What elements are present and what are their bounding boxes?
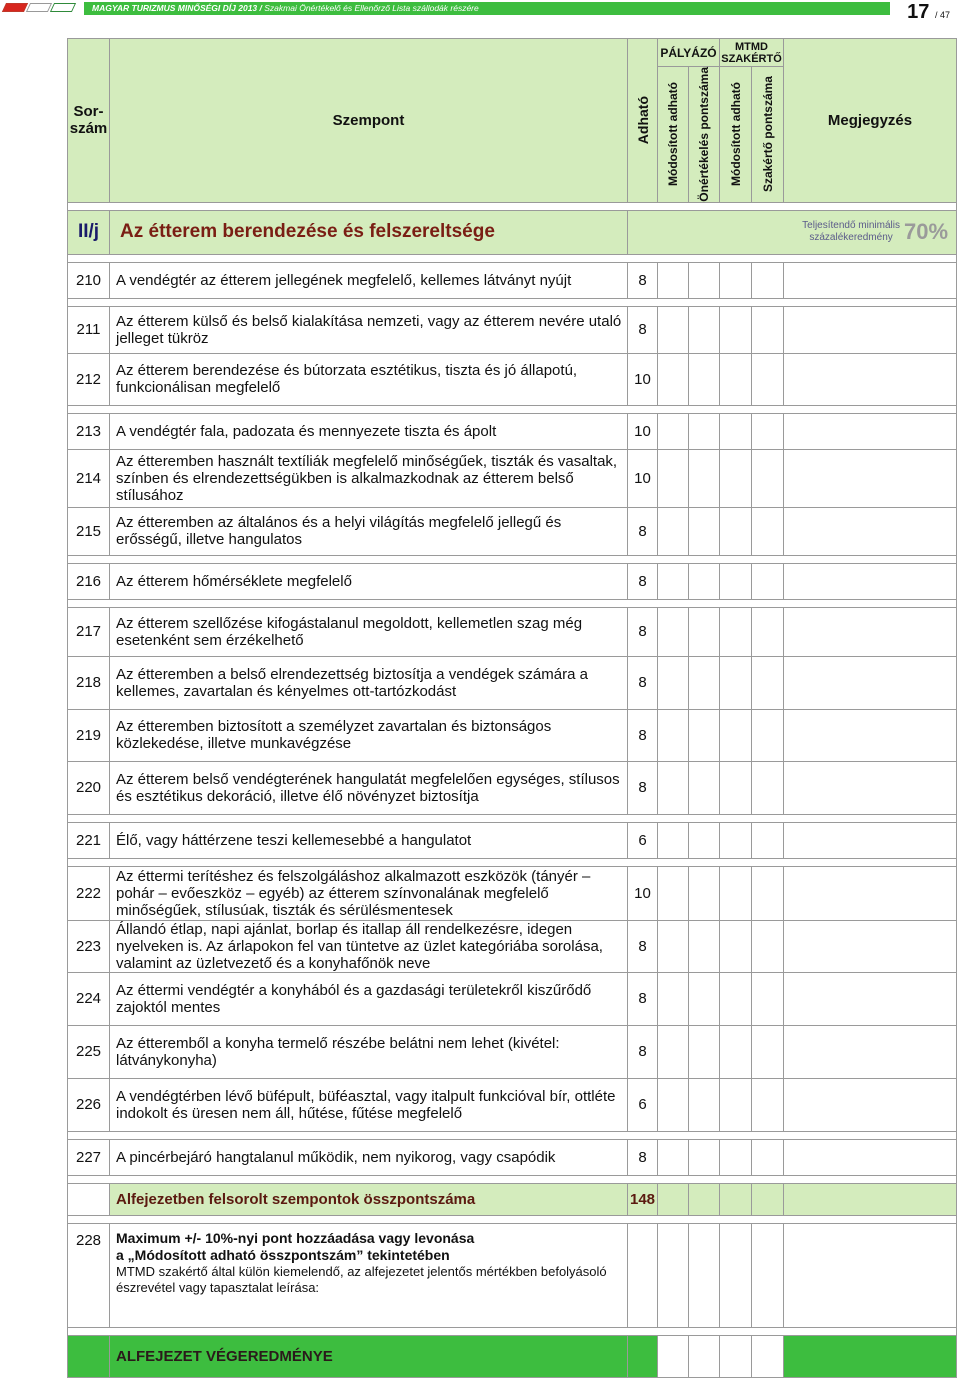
cell-szakerto[interactable] (752, 262, 784, 298)
cell-onertekeles[interactable] (689, 262, 720, 298)
summary-empty (68, 1183, 110, 1215)
cell-megjegyzes[interactable] (784, 1139, 957, 1175)
row-points: 10 (628, 449, 658, 507)
cell-modositott[interactable] (658, 920, 689, 972)
adjustment-number: 228 (68, 1223, 110, 1327)
cell-onertekeles[interactable] (689, 920, 720, 972)
row-text: Az étterem belső vendégterének hangulatát megfelelően egységes, stílusos és esztétikus dekoráció, illetve élő növényzet biztosítja (110, 761, 628, 814)
cell-modositott[interactable] (658, 413, 689, 449)
table-row (68, 306, 957, 353)
table-row (68, 413, 957, 449)
cell-modositott-2[interactable] (720, 761, 752, 814)
top-banner (0, 0, 960, 30)
cell-szakerto[interactable] (752, 507, 784, 555)
cell-megjegyzes[interactable] (784, 866, 957, 920)
row-text: Az étterem hőmérséklete megfelelő (110, 563, 628, 599)
cell-megjegyzes[interactable] (784, 413, 957, 449)
row-text: Az étterem szellőzése kifogástalanul megoldott, kellemetlen szag még esetenként sem érzékelhető (110, 607, 628, 656)
cell-szakerto[interactable] (752, 1025, 784, 1078)
summary-cell[interactable] (658, 1183, 689, 1215)
header-sorszam: Sor-szám (68, 39, 110, 203)
cell-megjegyzes[interactable] (784, 709, 957, 761)
table-row (68, 972, 957, 1025)
row-points: 8 (628, 656, 658, 709)
row-text: A vendégtér az étterem jellegének megfelelő, kellemes látványt nyújt (110, 262, 628, 298)
cell-onertekeles[interactable] (689, 607, 720, 656)
final-cell[interactable] (628, 1335, 658, 1377)
spacer (68, 202, 957, 210)
cell-modositott[interactable] (658, 353, 689, 405)
adjustment-cell[interactable] (720, 1223, 752, 1327)
cell-megjegyzes[interactable] (784, 1025, 957, 1078)
adjustment-cell[interactable] (689, 1223, 720, 1327)
row-number: 223 (68, 920, 110, 972)
row-number: 226 (68, 1078, 110, 1131)
row-number: 218 (68, 656, 110, 709)
header-onertekeles: Önértékelés pontszáma (689, 67, 720, 203)
table-row (68, 449, 957, 507)
requirement-line-2: százalékeredmény (809, 232, 893, 244)
cell-szakerto[interactable] (752, 449, 784, 507)
header-szakerto: Szakértő pontszáma (752, 67, 784, 203)
cell-szakerto[interactable] (752, 972, 784, 1025)
cell-onertekeles[interactable] (689, 353, 720, 405)
banner-subtitle: Szakmai Önértékelő és Ellenőrző Lista szállodák részére (264, 3, 479, 13)
cell-szakerto[interactable] (752, 353, 784, 405)
cell-modositott-2[interactable] (720, 607, 752, 656)
adjustment-cell[interactable] (784, 1223, 957, 1327)
row-text: Az étteremben az általános és a helyi világítás megfelelő jellegű és erősségű, illetve hangulatos (110, 507, 628, 555)
cell-modositott[interactable] (658, 656, 689, 709)
cell-onertekeles[interactable] (689, 563, 720, 599)
cell-onertekeles[interactable] (689, 1078, 720, 1131)
final-cell[interactable] (689, 1335, 720, 1377)
row-text: Az éttermi vendégtér a konyhából és a gazdasági területekről kiszűrődő zajoktól mentes (110, 972, 628, 1025)
summary-points: 148 (628, 1183, 658, 1215)
summary-cell[interactable] (689, 1183, 720, 1215)
cell-modositott[interactable] (658, 972, 689, 1025)
row-number: 211 (68, 306, 110, 353)
adjustment-row (68, 1223, 957, 1327)
final-cell[interactable] (784, 1335, 957, 1377)
cell-onertekeles[interactable] (689, 709, 720, 761)
final-cell[interactable] (720, 1335, 752, 1377)
cell-modositott-2[interactable] (720, 822, 752, 858)
row-text: Az éttermi terítéshez és felszolgáláshoz alkalmazott eszközök (tányér – pohár – evőeszköz – egyéb) az étterem színvonalának megfelelő minőségűek, stílusúak, tiszták és sérülésmentesek (110, 866, 628, 920)
cell-modositott[interactable] (658, 866, 689, 920)
table-row (68, 866, 957, 920)
row-points: 10 (628, 353, 658, 405)
row-text: Az étterem berendezése és bútorzata esztétikus, tiszta és jó állapotú, funkcionálisan megfelelő (110, 353, 628, 405)
cell-modositott[interactable] (658, 607, 689, 656)
row-text: Az étterem külső és belső kialakítása nemzeti, vagy az étterem nevére utaló jelleget tükröz (110, 306, 628, 353)
cell-modositott[interactable] (658, 449, 689, 507)
adjustment-cell[interactable] (752, 1223, 784, 1327)
section-requirement (628, 210, 957, 254)
row-number: 225 (68, 1025, 110, 1078)
cell-megjegyzes[interactable] (784, 262, 957, 298)
row-points: 8 (628, 761, 658, 814)
spacer (68, 555, 957, 563)
cell-szakerto[interactable] (752, 306, 784, 353)
row-text: Állandó étlap, napi ajánlat, borlap és itallap áll rendelkezésre, idegen nyelveken is. Az árlapokon fel van tüntetve az üzlet kategóriába sorolása, valamint az üzletvezető és a konyhafőnök neve (110, 920, 628, 972)
spacer (68, 254, 957, 262)
cell-onertekeles[interactable] (689, 413, 720, 449)
table-header-top (68, 39, 957, 67)
cell-megjegyzes[interactable] (784, 972, 957, 1025)
row-number: 217 (68, 607, 110, 656)
flag-green-icon (50, 3, 76, 12)
table-row (68, 262, 957, 298)
row-points: 6 (628, 1078, 658, 1131)
summary-row (68, 1183, 957, 1215)
cell-modositott-2[interactable] (720, 866, 752, 920)
spacer (68, 814, 957, 822)
cell-modositott-2[interactable] (720, 656, 752, 709)
row-text: Az étteremből a konyha termelő részébe belátni nem lehet (kivétel: látványkonyha) (110, 1025, 628, 1078)
cell-szakerto[interactable] (752, 822, 784, 858)
cell-modositott[interactable] (658, 1025, 689, 1078)
flag-white-icon (26, 3, 52, 12)
summary-cell[interactable] (752, 1183, 784, 1215)
row-points: 8 (628, 563, 658, 599)
requirement-line-1: Teljesítendő minimális (802, 220, 900, 232)
evaluation-table (67, 38, 957, 1378)
banner-strip (84, 2, 890, 15)
table-row (68, 1078, 957, 1131)
header-mtmd: MTMD SZAKÉRTŐ (721, 40, 782, 65)
final-row (68, 1335, 957, 1377)
row-number: 210 (68, 262, 110, 298)
cell-onertekeles[interactable] (689, 822, 720, 858)
cell-modositott[interactable] (658, 262, 689, 298)
cell-megjegyzes[interactable] (784, 449, 957, 507)
header-palyazo: PÁLYÁZÓ (658, 39, 720, 67)
row-number: 219 (68, 709, 110, 761)
cell-szakerto[interactable] (752, 1139, 784, 1175)
header-adhato: Adható (628, 39, 658, 203)
summary-label: Alfejezetben felsorolt szempontok összpontszáma (110, 1183, 628, 1215)
spacer (68, 1131, 957, 1139)
cell-megjegyzes[interactable] (784, 656, 957, 709)
cell-onertekeles[interactable] (689, 306, 720, 353)
row-text: A pincérbejáró hangtalanul működik, nem nyikorog, vagy csapódik (110, 1139, 628, 1175)
requirement-percent: 70% (903, 219, 949, 245)
row-number: 221 (68, 822, 110, 858)
cell-modositott-2[interactable] (720, 353, 752, 405)
table-row (68, 656, 957, 709)
row-number: 215 (68, 507, 110, 555)
row-number: 216 (68, 563, 110, 599)
row-number: 212 (68, 353, 110, 405)
cell-onertekeles[interactable] (689, 656, 720, 709)
cell-szakerto[interactable] (752, 656, 784, 709)
cell-onertekeles[interactable] (689, 449, 720, 507)
page-number (907, 1, 950, 24)
adjustment-cell[interactable] (658, 1223, 689, 1327)
cell-onertekeles[interactable] (689, 972, 720, 1025)
cell-modositott-2[interactable] (720, 972, 752, 1025)
cell-modositott-2[interactable] (720, 1078, 752, 1131)
cell-modositott-2[interactable] (720, 1025, 752, 1078)
cell-megjegyzes[interactable] (784, 563, 957, 599)
row-points: 10 (628, 413, 658, 449)
cell-megjegyzes[interactable] (784, 920, 957, 972)
cell-modositott-2[interactable] (720, 920, 752, 972)
cell-megjegyzes[interactable] (784, 306, 957, 353)
row-points: 10 (628, 866, 658, 920)
cell-modositott-2[interactable] (720, 413, 752, 449)
cell-modositott[interactable] (658, 507, 689, 555)
cell-modositott[interactable] (658, 1078, 689, 1131)
cell-onertekeles[interactable] (689, 761, 720, 814)
spacer (68, 1215, 957, 1223)
cell-megjegyzes[interactable] (784, 507, 957, 555)
cell-szakerto[interactable] (752, 1078, 784, 1131)
spacer (68, 1327, 957, 1335)
cell-modositott-2[interactable] (720, 1139, 752, 1175)
cell-megjegyzes[interactable] (784, 761, 957, 814)
table-row (68, 1139, 957, 1175)
row-points: 6 (628, 822, 658, 858)
header-modositott-adhato-2: Módosított adható (720, 67, 752, 203)
spacer (68, 298, 957, 306)
cell-onertekeles[interactable] (689, 1025, 720, 1078)
table-row (68, 761, 957, 814)
row-number: 220 (68, 761, 110, 814)
cell-modositott-2[interactable] (720, 709, 752, 761)
section-title: Az étterem berendezése és felszereltsége (110, 210, 628, 254)
row-number: 224 (68, 972, 110, 1025)
spacer (68, 599, 957, 607)
table-row (68, 563, 957, 599)
cell-modositott[interactable] (658, 1139, 689, 1175)
adjustment-text (110, 1223, 628, 1327)
cell-szakerto[interactable] (752, 866, 784, 920)
section-row (68, 210, 957, 254)
row-points: 8 (628, 262, 658, 298)
row-text: Élő, vagy háttérzene teszi kellemesebbé a hangulatot (110, 822, 628, 858)
adjustment-line-1: Maximum +/- 10%-nyi pont hozzáadása vagy levonása (116, 1229, 475, 1246)
header-szempont: Szempont (110, 39, 628, 203)
row-text: Az étteremben használt textíliák megfelelő minőségűek, tiszták és vasaltak, színben és elrendezettségükben is alkalmazkodnak az étterem belső stílusához (110, 449, 628, 507)
row-text: Az étteremben a belső elrendezettség biztosítja a vendégek számára a kellemes, zavartalan és kényelmes ott-tartózkodást (110, 656, 628, 709)
cell-onertekeles[interactable] (689, 507, 720, 555)
final-empty (68, 1335, 110, 1377)
row-number: 214 (68, 449, 110, 507)
table-row (68, 920, 957, 972)
row-points: 8 (628, 709, 658, 761)
cell-modositott-2[interactable] (720, 507, 752, 555)
section-id: II/j (68, 210, 110, 254)
header-megjegyzes: Megjegyzés (784, 39, 957, 203)
cell-megjegyzes[interactable] (784, 1078, 957, 1131)
row-number: 222 (68, 866, 110, 920)
row-points: 8 (628, 920, 658, 972)
row-points: 8 (628, 1025, 658, 1078)
row-points: 8 (628, 972, 658, 1025)
table-row (68, 822, 957, 858)
cell-modositott-2[interactable] (720, 306, 752, 353)
summary-cell[interactable] (784, 1183, 957, 1215)
row-points: 8 (628, 607, 658, 656)
row-points: 8 (628, 1139, 658, 1175)
cell-szakerto[interactable] (752, 761, 784, 814)
cell-megjegyzes[interactable] (784, 822, 957, 858)
table-row (68, 607, 957, 656)
cell-szakerto[interactable] (752, 709, 784, 761)
adjustment-line-3: MTMD szakértő által külön kiemelendő, az alfejezetet jelentős mértékben befolyásoló észrevétel vagy tapasztalat leírása: (116, 1263, 607, 1295)
spacer (68, 1175, 957, 1183)
row-text: Az étteremben biztosított a személyzet zavartalan és biztonságos közlekedése, illetve munkavégzése (110, 709, 628, 761)
page-current: 17 (907, 1, 930, 23)
final-label: ALFEJEZET VÉGEREDMÉNYE (110, 1335, 628, 1377)
cell-modositott[interactable] (658, 563, 689, 599)
row-text: A vendégtér fala, padozata és mennyezete tiszta és ápolt (110, 413, 628, 449)
adjustment-cell[interactable] (628, 1223, 658, 1327)
cell-modositott[interactable] (658, 306, 689, 353)
final-cell[interactable] (658, 1335, 689, 1377)
cell-modositott[interactable] (658, 709, 689, 761)
cell-modositott-2[interactable] (720, 563, 752, 599)
row-points: 8 (628, 306, 658, 353)
cell-szakerto[interactable] (752, 563, 784, 599)
cell-onertekeles[interactable] (689, 866, 720, 920)
cell-megjegyzes[interactable] (784, 607, 957, 656)
table-row (68, 507, 957, 555)
banner-title: MAGYAR TURIZMUS MINŐSÉGI DÍJ 2013 / (92, 3, 262, 13)
cell-modositott-2[interactable] (720, 262, 752, 298)
cell-szakerto[interactable] (752, 413, 784, 449)
table-row (68, 1025, 957, 1078)
table-row (68, 709, 957, 761)
final-cell[interactable] (752, 1335, 784, 1377)
row-number: 227 (68, 1139, 110, 1175)
spacer (68, 858, 957, 866)
row-number: 213 (68, 413, 110, 449)
flag-logo (4, 3, 74, 12)
summary-cell[interactable] (720, 1183, 752, 1215)
cell-modositott[interactable] (658, 761, 689, 814)
spacer (68, 405, 957, 413)
cell-onertekeles[interactable] (689, 1139, 720, 1175)
flag-red-icon (2, 3, 28, 12)
cell-modositott[interactable] (658, 822, 689, 858)
cell-szakerto[interactable] (752, 607, 784, 656)
table-row (68, 353, 957, 405)
page-total: / 47 (934, 10, 950, 20)
cell-megjegyzes[interactable] (784, 353, 957, 405)
row-points: 8 (628, 507, 658, 555)
row-text: A vendégtérben lévő büfépult, büféasztal, vagy italpult funkcióval bír, ottléte indokolt és üresen nem áll, hűtése, fűtése megfelelő (110, 1078, 628, 1131)
cell-modositott-2[interactable] (720, 449, 752, 507)
header-modositott-adhato: Módosított adható (658, 67, 689, 203)
adjustment-line-2: a „Módosított adható összpontszám” tekintetében (116, 1246, 450, 1263)
cell-szakerto[interactable] (752, 920, 784, 972)
